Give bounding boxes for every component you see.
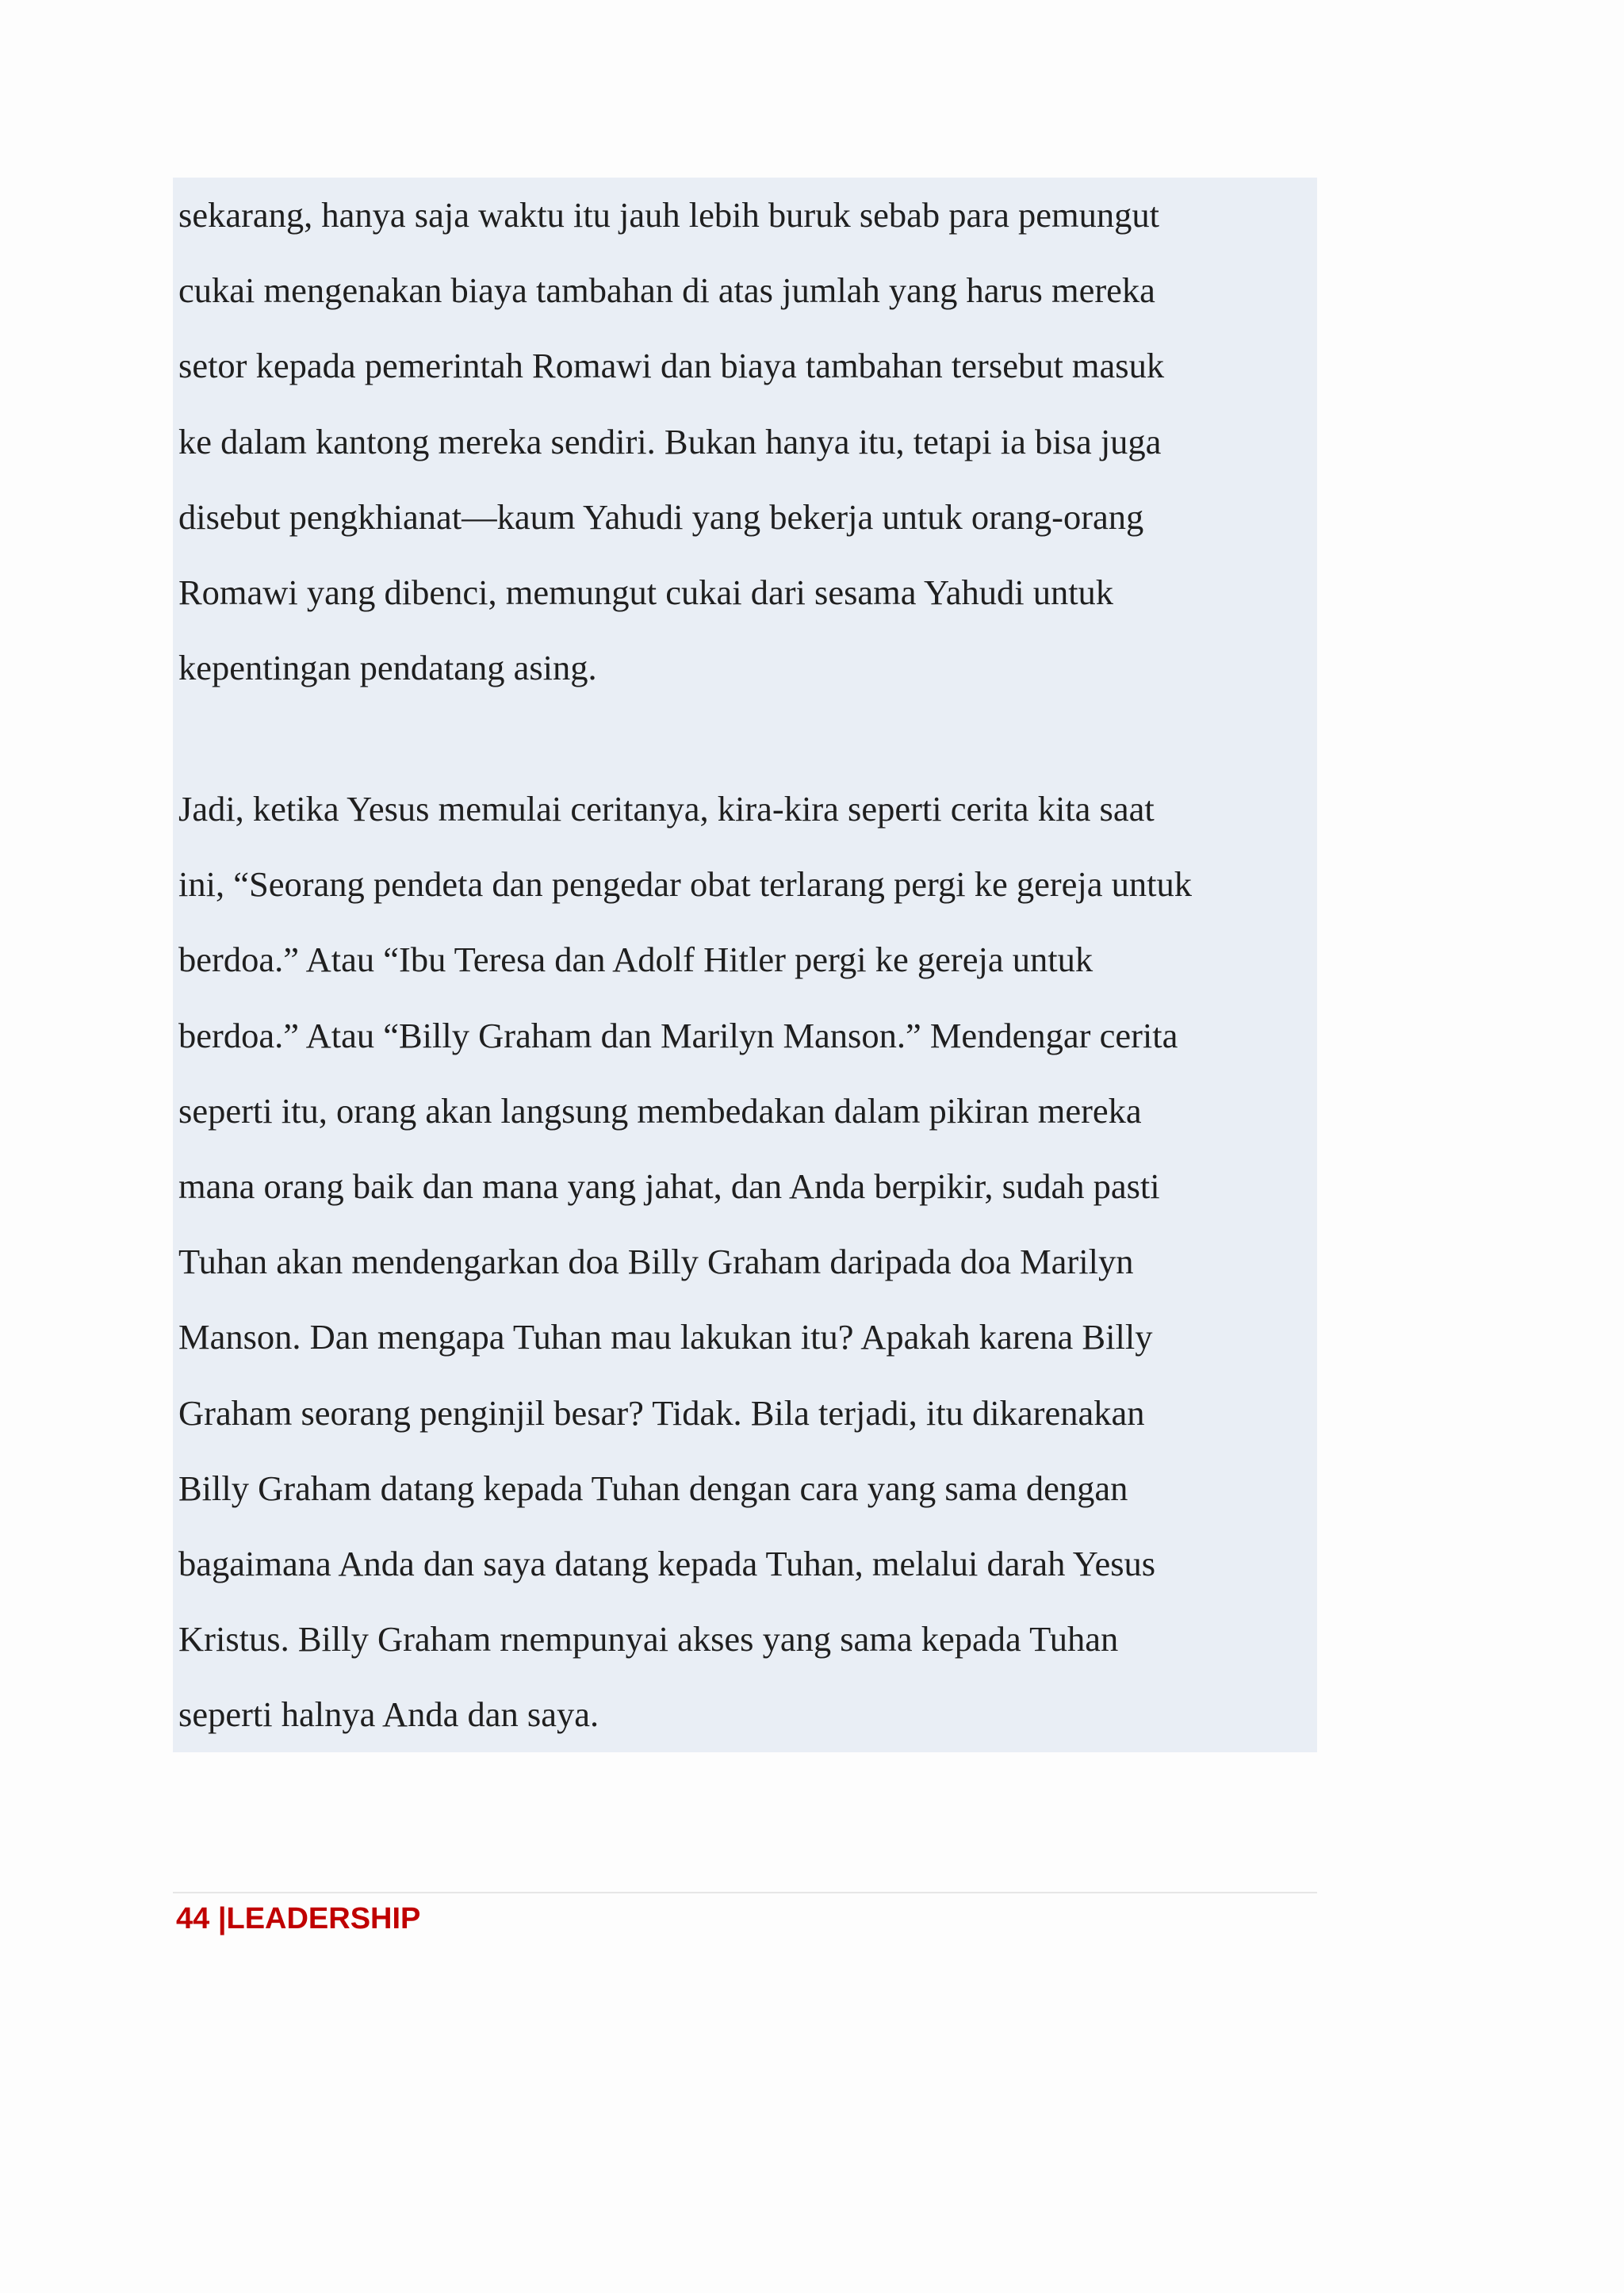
text-line: ke dalam kantong mereka sendiri. Bukan hanya itu, tetapi ia bisa juga (178, 421, 1162, 461)
text-line: disebut pengkhianat—kaum Yahudi yang bekerja untuk orang-orang (178, 496, 1144, 537)
text-line: ini, “Seorang pendeta dan pengedar obat terlarang pergi ke gereja untuk (178, 864, 1193, 905)
paragraph-2 (178, 771, 1317, 1752)
highlighted-text-block (173, 178, 1317, 1752)
text-line: Tuhan akan mendengarkan doa Billy Graham daripada doa Marilyn (178, 1242, 1134, 1282)
text-line: Kristus. Billy Graham rnempunyai akses yang sama kepada Tuhan (178, 1619, 1119, 1659)
text-line: seperti halnya Anda dan saya. (178, 1694, 599, 1735)
text-line: Graham seorang penginjil besar? Tidak. Bila terjadi, itu dikarenakan (178, 1392, 1145, 1433)
text-line: berdoa.” Atau “Ibu Teresa dan Adolf Hitler pergi ke gereja untuk (178, 940, 1094, 980)
paragraph-1 (178, 178, 1317, 706)
text-line: berdoa.” Atau “Billy Graham dan Marilyn Manson.” Mendengar cerita (178, 1015, 1178, 1055)
text-line: mana orang baik dan mana yang jahat, dan Anda berpikir, sudah pasti (178, 1166, 1160, 1206)
text-line: cukai mengenakan biaya tambahan di atas jumlah yang harus mereka (178, 270, 1155, 311)
text-line: Billy Graham datang kepada Tuhan dengan cara yang sama dengan (178, 1468, 1128, 1508)
text-line: Romawi yang dibenci, memungut cukai dari sesama Yahudi untuk (178, 572, 1114, 612)
text-line: Manson. Dan mengapa Tuhan mau lakukan itu? Apakah karena Billy (178, 1317, 1153, 1357)
section-title: LEADERSHIP (226, 1902, 421, 1935)
text-line: sekarang, hanya saja waktu itu jauh lebih buruk sebab para pemungut (178, 195, 1159, 235)
text-line: Jadi, ketika Yesus memulai ceritanya, kira-kira seperti cerita kita saat (178, 789, 1155, 829)
footer-separator: | (217, 1902, 227, 1935)
text-line: kepentingan pendatang asing. (178, 648, 597, 688)
footer-divider (173, 1892, 1317, 1893)
text-line: setor kepada pemerintah Romawi dan biaya tambahan tersebut masuk (178, 346, 1165, 386)
text-line: seperti itu, orang akan langsung membedakan dalam pikiran mereka (178, 1090, 1142, 1131)
page-footer (176, 1897, 420, 1941)
text-line: bagaimana Anda dan saya datang kepada Tuhan, melalui darah Yesus (178, 1543, 1156, 1583)
page-number: 44 (176, 1902, 210, 1935)
